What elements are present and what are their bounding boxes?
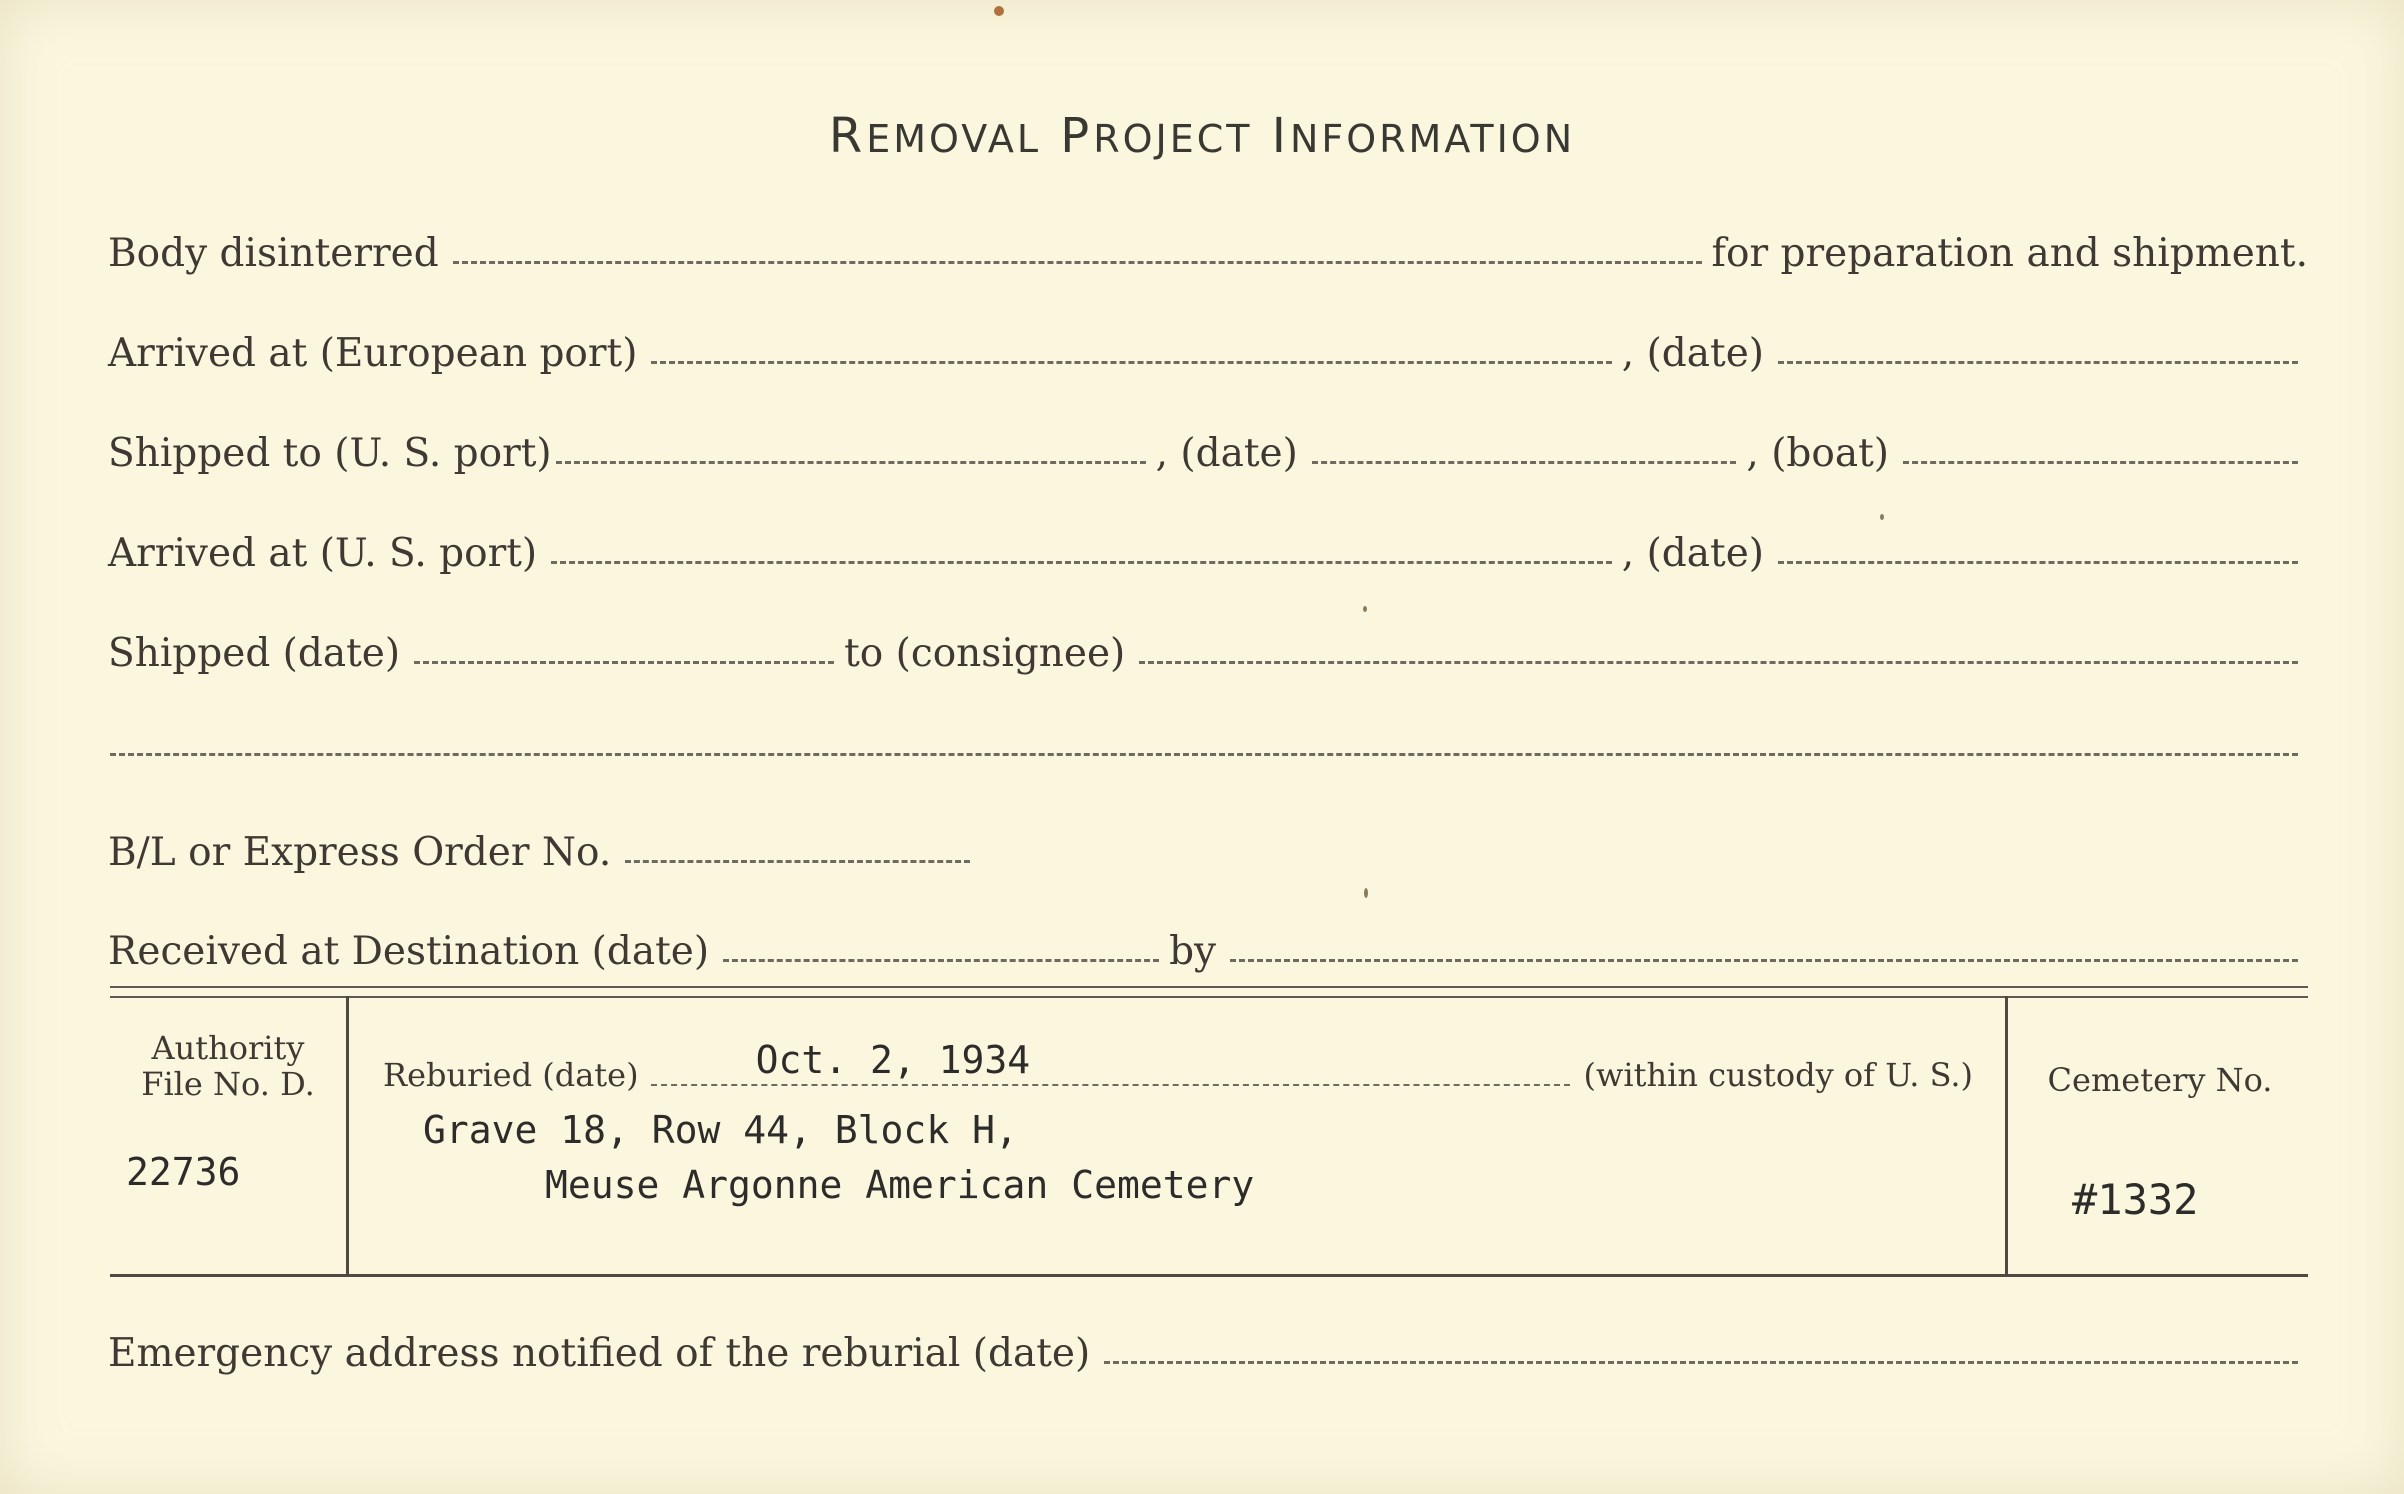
arrived-us-date-field[interactable]	[1778, 561, 2298, 564]
table-bottom-rule	[110, 1274, 2308, 1277]
form-title: REMOVAL PROJECT INFORMATION	[828, 108, 1576, 164]
paper-speck	[1363, 606, 1367, 612]
emergency-label: Emergency address notified of the reburial (date)	[108, 1331, 1091, 1376]
emergency-date-field[interactable]	[1104, 1361, 2298, 1364]
paper-speck	[1880, 514, 1884, 520]
consignee-field[interactable]	[1139, 661, 2298, 664]
grave-location-line2: Meuse Argonne American Cemetery	[545, 1163, 1255, 1207]
received-date-field[interactable]	[723, 959, 1159, 962]
boat-field[interactable]	[1903, 461, 2298, 464]
body-disinterred-label: Body disinterred	[108, 231, 439, 276]
bl-order-field[interactable]	[625, 860, 970, 863]
arrived-us-line	[108, 518, 2308, 578]
received-line	[108, 916, 2308, 976]
body-disinterred-field[interactable]	[453, 261, 1702, 264]
shipped-date-line	[108, 618, 2308, 678]
body-disinterred-line	[108, 218, 2308, 278]
shipped-date-label-text: Shipped (date)	[108, 631, 401, 676]
authority-file-number: 22736	[126, 1150, 241, 1194]
european-port-field[interactable]	[651, 361, 1611, 364]
consignee-extra-field[interactable]	[110, 753, 2298, 756]
table-divider-left	[346, 996, 349, 1274]
reburied-date-field[interactable]	[651, 1038, 1570, 1086]
boat-label: , (boat)	[1746, 431, 1889, 476]
arrived-european-label: Arrived at (European port)	[108, 331, 638, 376]
paper-speck	[994, 6, 1004, 16]
arrived-european-line	[108, 318, 2308, 378]
shipped-us-date-field[interactable]	[1312, 461, 1737, 464]
preparation-shipment-label: for preparation and shipment.	[1711, 231, 2308, 276]
european-date-label: , (date)	[1621, 331, 1764, 376]
emergency-line	[108, 1318, 2308, 1378]
arrived-us-port-field[interactable]	[551, 561, 1612, 564]
custody-label: (within custody of U. S.)	[1583, 1056, 1973, 1094]
european-date-field[interactable]	[1778, 361, 2298, 364]
received-label: Received at Destination (date)	[108, 929, 710, 974]
shipped-us-line	[108, 418, 2308, 478]
arrived-us-date-label: , (date)	[1621, 531, 1764, 576]
arrived-us-label: Arrived at (U. S. port)	[108, 531, 538, 576]
cemetery-label: Cemetery No.	[2047, 1061, 2273, 1099]
reburied-line	[383, 1038, 1973, 1096]
shipped-date-field[interactable]	[414, 661, 834, 664]
received-by-field[interactable]	[1230, 959, 2298, 962]
grave-location-line1: Grave 18, Row 44, Block H,	[423, 1108, 1018, 1152]
reburied-label: Reburied (date)	[383, 1056, 639, 1094]
table-top-rule	[110, 986, 2308, 998]
us-port-field[interactable]	[556, 461, 1146, 464]
cemetery-number: #1332	[2072, 1175, 2199, 1224]
table-divider-right	[2005, 996, 2008, 1274]
received-by-label: by	[1169, 929, 1217, 974]
shipped-date-label: , (date)	[1155, 431, 1298, 476]
consignee-label: to (consignee)	[844, 631, 1126, 676]
paper-speck	[1364, 888, 1368, 898]
bl-order-line	[108, 817, 2308, 877]
bl-order-label: B/L or Express Order No.	[108, 830, 612, 875]
consignee-extra-line	[108, 710, 2308, 770]
shipped-us-label: Shipped to (U. S. port)	[108, 431, 552, 476]
reburied-date-value: Oct. 2, 1934	[755, 1038, 1031, 1082]
authority-label: Authority File No. D.	[141, 1029, 315, 1103]
